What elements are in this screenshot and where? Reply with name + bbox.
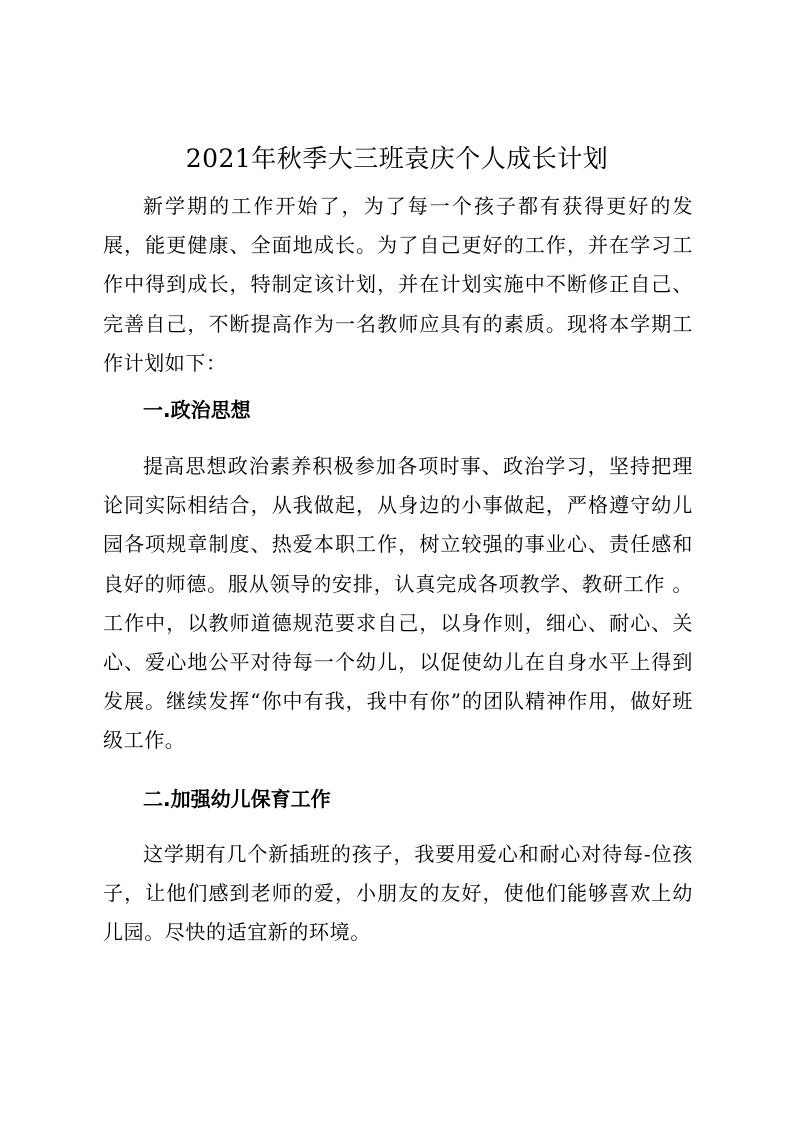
document-title: 2021年秋季大三班袁庆个人成长计划 xyxy=(185,144,609,173)
section-heading-childcare: 二.加强幼儿保育工作 xyxy=(143,787,331,811)
section-body-childcare: 这学期有几个新插班的孩子，我要用爱心和耐心对待每-位孩子，让他们感到老师的爱，小朋友的友好，使他们能够喜欢上幼儿园。尽快的适宜新的环境。 xyxy=(103,842,693,945)
section-body-politics: 提高思想政治素养积极参加各项时事、政治学习，坚持把理论同实际相结合，从我做起，从身边的小事做起，严格遵守幼儿园各项规章制度、热爱本职工作，树立较强的事业心、责任感和良好的师德。服从领导的安排，认真完成各项教学、教研工作 。工作中，以教师道德规范要求自己，以身作则，细心、耐心、关心、爱心地公平对待每一个幼儿，以促使幼儿在自身水平上得到发展。继续发挥“你中有我，我中有你”的团队精神作用，做好班级工作。 xyxy=(103,454,693,753)
section-heading-politics: 一.政治思想 xyxy=(143,398,251,422)
intro-paragraph: 新学期的工作开始了，为了每一个孩子都有获得更好的发展，能更健康、全面地成长。为了自己更好的工作，并在学习工作中得到成长，特制定该计划，并在计划实施中不断修正自己、完善自己，不断提高作为一名教师应具有的素质。现将本学期工作计划如下： xyxy=(103,194,693,375)
